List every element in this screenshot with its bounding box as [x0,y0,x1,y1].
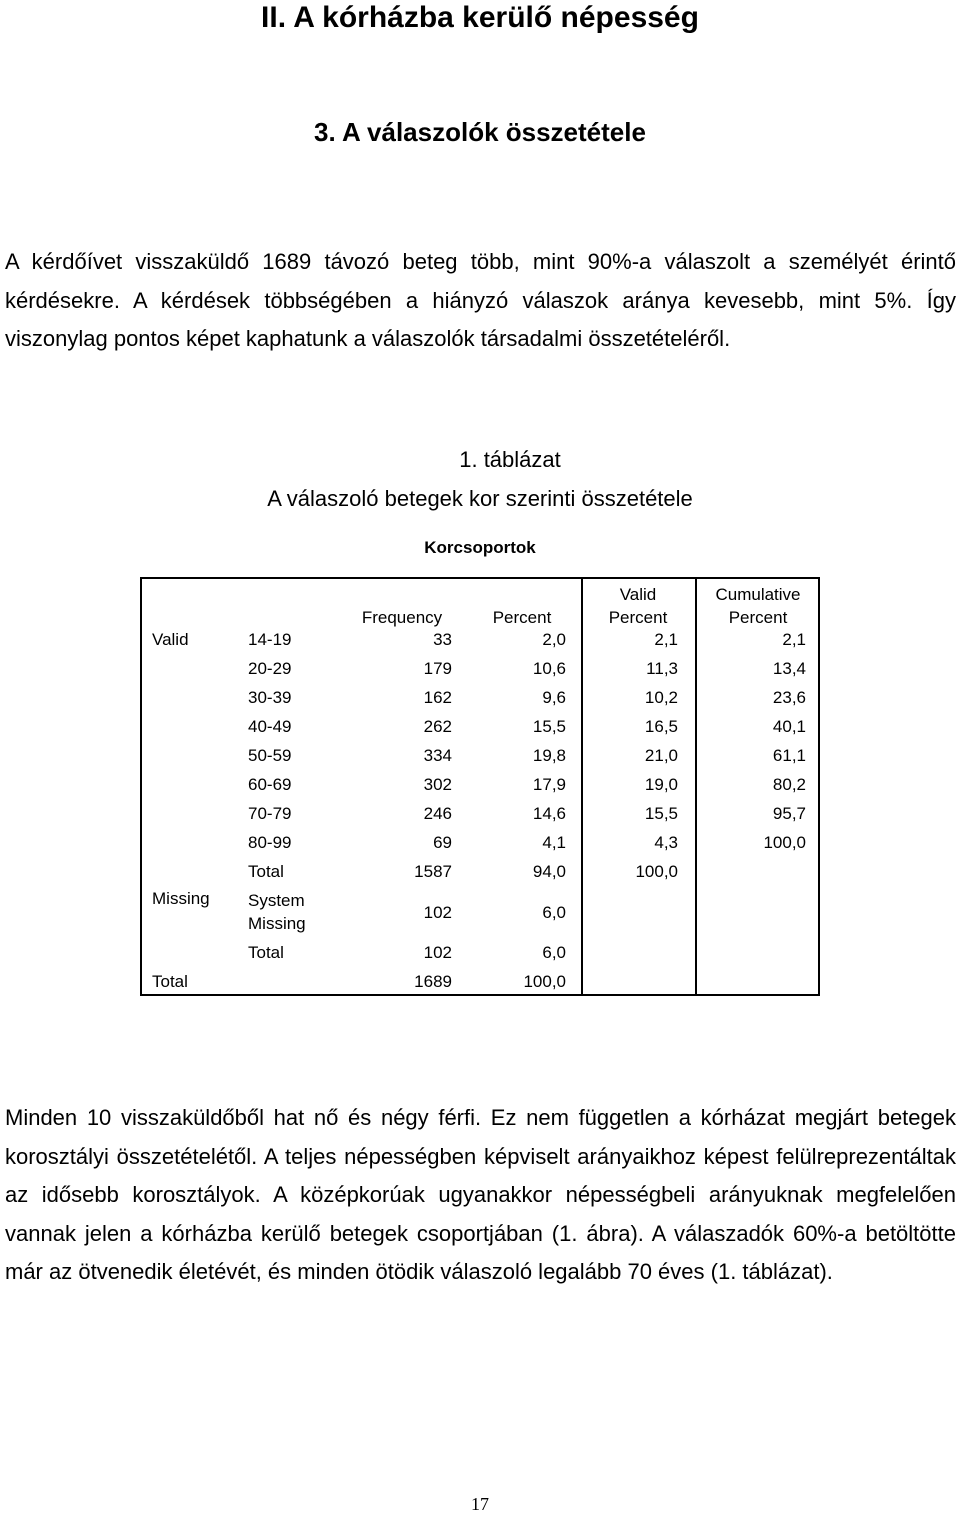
cumulative-percent-value: 95,7 [772,804,806,823]
frequency-value: 1587 [414,862,452,881]
header-valid-percent-line1: Valid [619,585,657,604]
header-valid-percent [588,583,688,629]
table-number: 1. táblázat [459,447,561,472]
percent-value: 6,0 [542,903,566,922]
valid-percent-value: 11,3 [646,659,678,678]
percent-value: 9,6 [542,688,566,707]
percent-value: 10,6 [532,659,566,678]
valid-percent-value: 2,1 [654,630,678,649]
cumulative-percent-value: 80,2 [772,775,806,794]
row-label: Total [248,862,284,881]
percent-value: 94,0 [532,862,566,881]
row-label: 30-39 [248,688,292,707]
cumulative-percent-value: 40,1 [772,717,806,736]
frequency-value: 1689 [414,972,452,991]
chapter-heading: II. A kórházba kerülő népesség [261,1,699,34]
row-label: 60-69 [248,775,292,794]
row-label: System Missing [248,891,306,933]
frequency-value: 102 [423,943,452,962]
row-label: 14-19 [248,630,292,649]
header-cumulative-percent [700,583,816,629]
row-label: 70-79 [248,804,292,823]
frequency-value: 302 [423,775,452,794]
age-distribution-table [140,577,820,996]
row-label: 40-49 [248,717,292,736]
section-heading: 3. A válaszolók összetétele [314,117,646,147]
header-frequency: Frequency [361,608,443,627]
header-percent: Percent [492,608,552,627]
percent-value: 19,8 [532,746,566,765]
row-group-label: Valid [152,630,189,649]
frequency-value: 334 [423,746,452,765]
valid-percent-value: 15,5 [644,804,678,823]
analysis-paragraph: Minden 10 visszaküldőből hat nő és négy férfi. Ez nem független a kórházat megjárt betegek korosztályi összetételétől. A teljes népességben képviselt arányaikhoz képest felülreprezentáltak az idősebb korosztályok. A középkorúak ugyanakkor népességbeli arányuknak megfelelően vannak jelen a kórházba kerülő betegek csoportjában (1. ábra). A válaszadók 60%-a betöltötte már az ötvenedik életévét, és minden ötödik válaszoló legalább 70 éves (1. táblázat). [5,1105,956,1284]
header-valid-percent-line2: Percent [608,608,668,627]
percent-value: 17,9 [532,775,566,794]
frequency-value: 69 [433,833,452,852]
percent-value: 4,1 [542,833,566,852]
percent-value: 14,6 [532,804,566,823]
frequency-value: 33 [433,630,452,649]
row-label: 80-99 [248,833,292,852]
header-cumulative-line1: Cumulative [715,585,801,604]
row-group-label: Missing [152,889,210,908]
percent-value: 6,0 [542,943,566,962]
table-title: A válaszoló betegek kor szerinti összetétele [267,486,693,511]
cumulative-percent-value: 23,6 [772,688,806,707]
valid-percent-value: 19,0 [644,775,678,794]
percent-value: 15,5 [532,717,566,736]
valid-percent-value: 10,2 [644,688,678,707]
percent-value: 100,0 [523,972,566,991]
valid-percent-value: 16,5 [644,717,678,736]
row-group-label: Total [152,972,188,991]
cumulative-percent-value: 2,1 [782,630,806,649]
frequency-value: 179 [423,659,452,678]
header-cumulative-line2: Percent [728,608,788,627]
row-label: Total [248,943,284,962]
frequency-value: 102 [423,903,452,922]
cumulative-percent-value: 13,4 [772,659,806,678]
cumulative-percent-value: 61,1 [772,746,806,765]
valid-percent-value: 100,0 [635,862,678,881]
intro-paragraph: A kérdőívet visszaküldő 1689 távozó beteg több, mint 90%-a válaszolt a személyét érintő kérdésekre. A kérdések többségében a hiányzó válaszok aránya kevesebb, mint 5%. Így viszonylag pontos képet kaphatunk a válaszolók társadalmi összetételéről. [5,249,956,351]
valid-percent-value: 21,0 [644,746,678,765]
cumulative-percent-value: 100,0 [763,833,806,852]
frequency-value: 162 [423,688,452,707]
row-label: 50-59 [248,746,292,765]
frequency-value: 246 [423,804,452,823]
table-divider [695,579,697,994]
percent-value: 2,0 [542,630,566,649]
frequency-value: 262 [423,717,452,736]
row-label: 20-29 [248,659,292,678]
table-group-title: Korcsoportok [424,538,536,557]
valid-percent-value: 4,3 [654,833,678,852]
page-number: 17 [471,1494,489,1514]
